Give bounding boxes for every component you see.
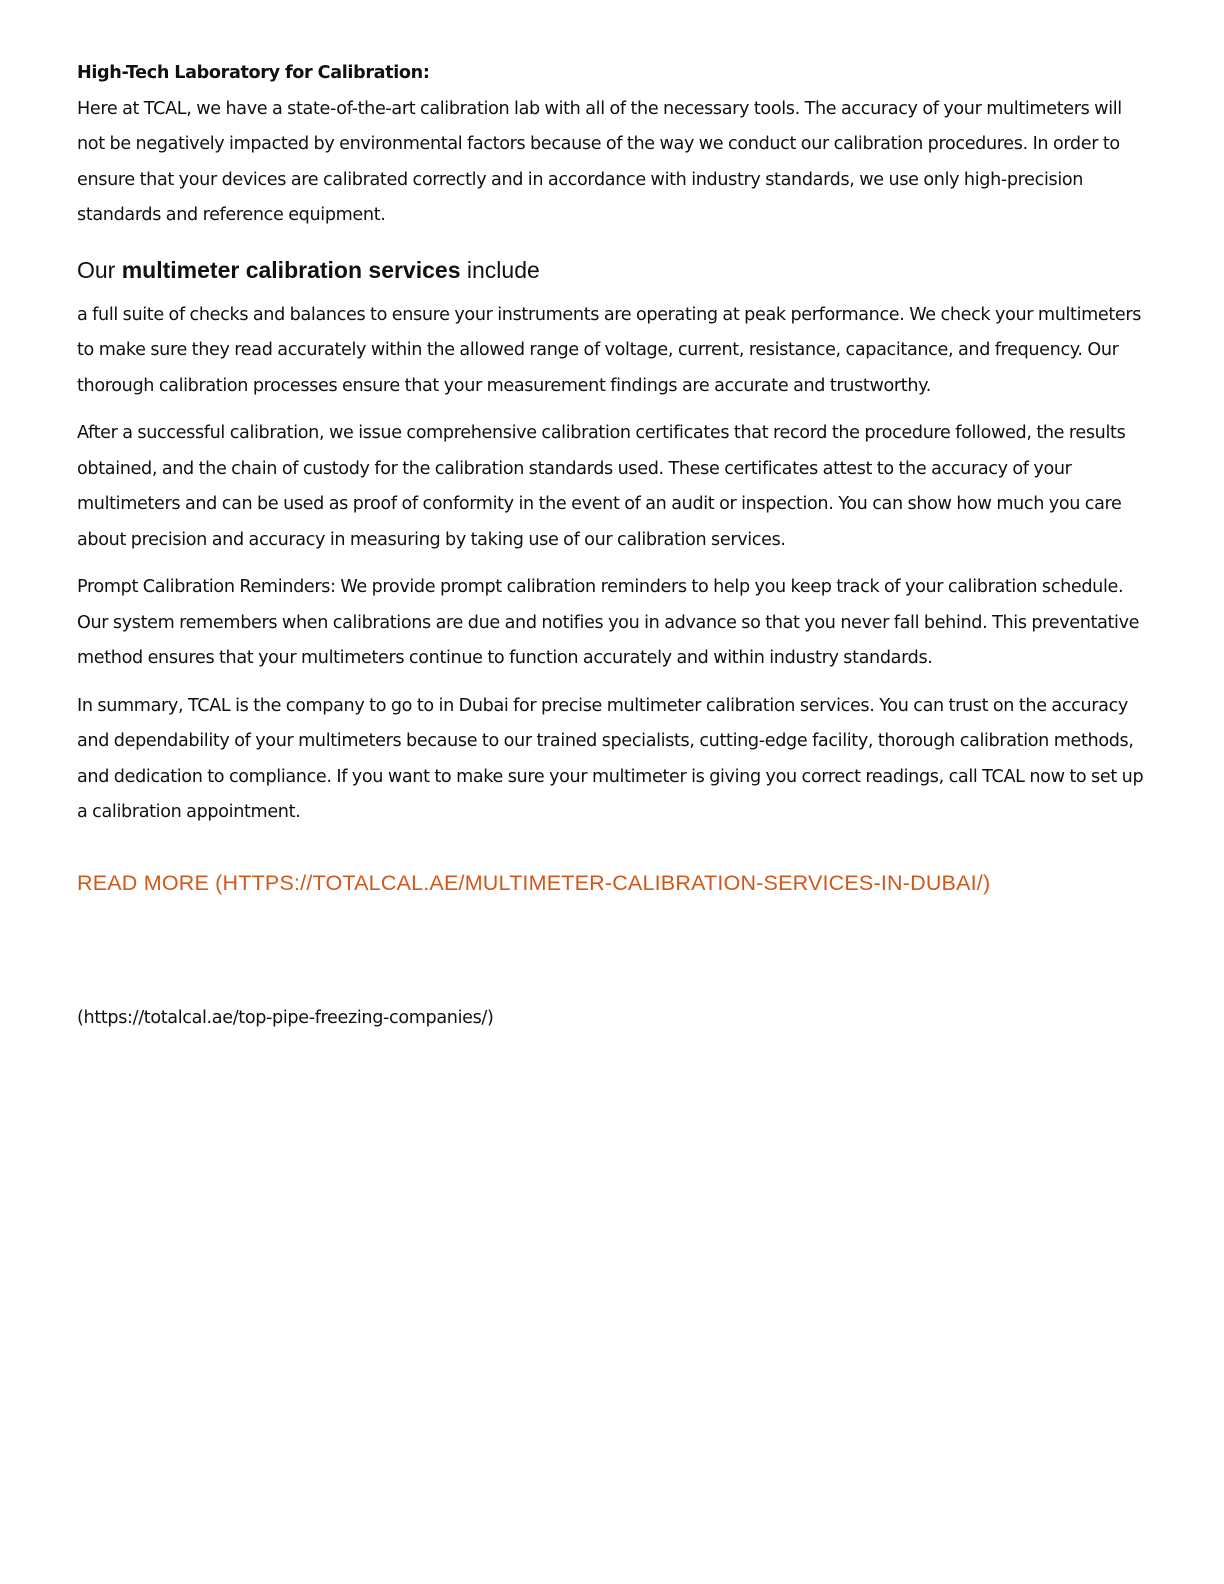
paragraph: a full suite of checks and balances to ensure your instruments are operating at peak performance. We check your multimeters to make sure they read accurately within the allowed range of voltage, current, resistance, capacitance, and frequency. Our thorough calibration processes ensure that your measurement findings are accurate and trustworthy.	[77, 304, 1142, 396]
pipe-freezing-link[interactable]: (https://totalcal.ae/top-pipe-freezing-companies/)	[77, 1007, 494, 1028]
paragraph: After a successful calibration, we issue comprehensive calibration certificates that record the procedure followed, the results obtained, and the chain of custody for the calibration standards used. These certificates attest to the accuracy of your multimeters and can be used as proof of conformity in the event of an audit or inspection. You can show how much you care about precision and accuracy in measuring by taking use of our calibration services.	[77, 423, 1126, 550]
section-title: High-Tech Laboratory for Calibration:	[77, 63, 430, 83]
heading-suffix: include	[466, 256, 540, 283]
paragraph: Prompt Calibration Reminders: We provide prompt calibration reminders to help you keep track of your calibration schedule. Our system remembers when calibrations are due and notifies you in advance so that you never fall behind. This preventative method ensures that your multimeters continue to function accurately and within industry standards.	[77, 577, 1140, 668]
section-body: Here at TCAL, we have a state-of-the-art calibration lab with all of the necessary tools. The accuracy of your multimeters will not be negatively impacted by environmental factors because of the way we conduct our calibration procedures. In order to ensure that your devices are calibrated correctly and in accordance with industry standards, we use only high-precision standards and reference equipment.	[77, 98, 1122, 225]
heading-bold: multimeter calibration services	[121, 256, 461, 283]
paragraph: In summary, TCAL is the company to go to in Dubai for precise multimeter calibration services. You can trust on the accuracy and dependability of your multimeters because to our trained specialists, cutting-edge facility, thorough calibration methods, and dedication to compliance. If you want to make sure your multimeter is giving you correct readings, call TCAL now to set up a calibration appointment.	[77, 695, 1144, 822]
read-more-link[interactable]: READ MORE (HTTPS://TOTALCAL.AE/MULTIMETER-CALIBRATION-SERVICES-IN-DUBAI/)	[77, 870, 991, 895]
article-content	[77, 56, 1147, 1048]
pipe-freezing-paragraph	[77, 1001, 1147, 1037]
services-heading	[77, 252, 1147, 288]
heading-prefix: Our	[77, 256, 116, 283]
